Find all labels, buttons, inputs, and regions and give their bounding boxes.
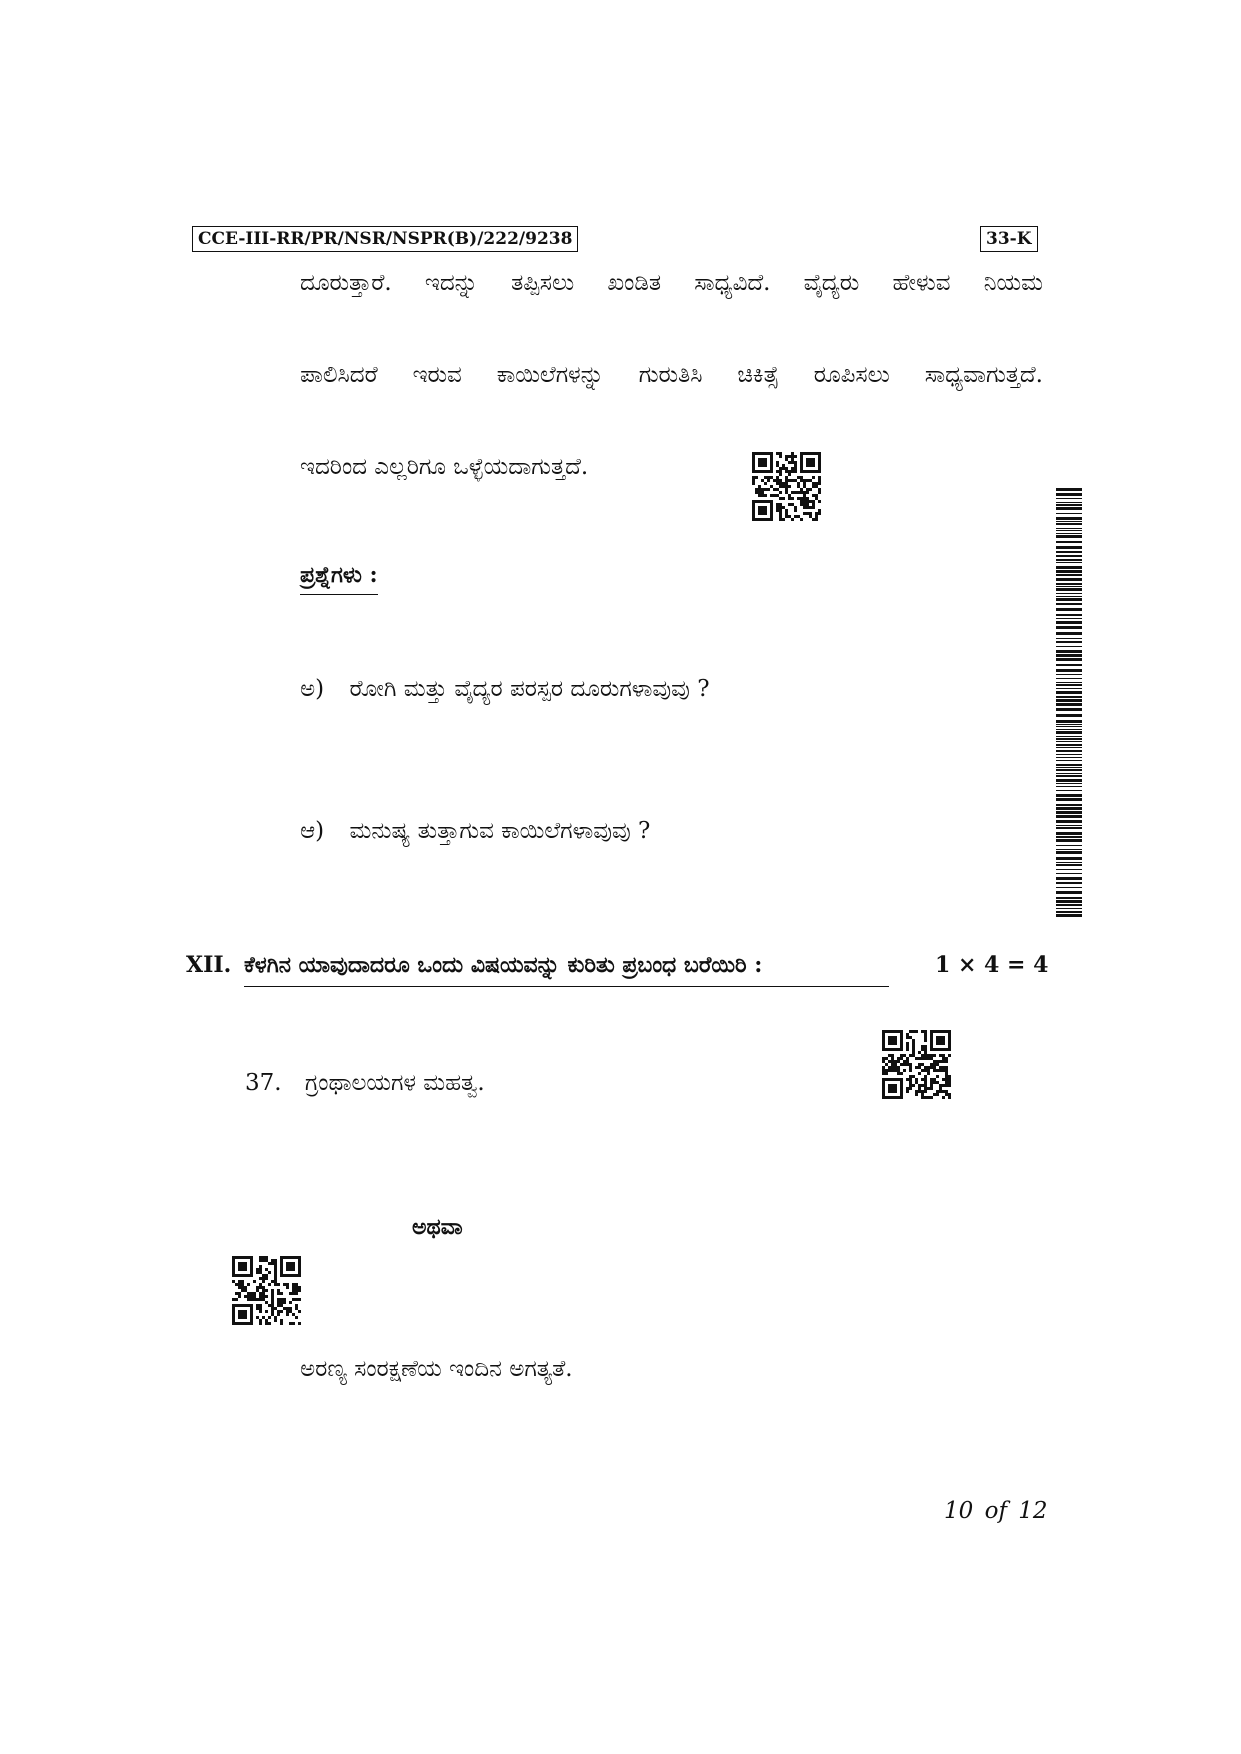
section-number: XII.	[186, 952, 232, 978]
page-number	[944, 1498, 1048, 1524]
page-total: 12	[1018, 1498, 1048, 1524]
essay-topic-1: ಗ್ರಂಥಾಲಯಗಳ ಮಹತ್ವ.	[304, 1070, 485, 1096]
qr-code-icon	[232, 1256, 301, 1325]
question-item	[300, 816, 650, 846]
question-marker: ಆ)	[300, 818, 325, 844]
passage-line-2: ಪಾಲಿಸಿದರೆ ಇರುವ ಕಾಯಿಲೆಗಳನ್ನು ಗುರುತಿಸಿ ಚಿಕಿತ್ಸೆ ರೂಪಿಸಲು ಸಾಧ್ಯವಾಗುತ್ತದೆ.	[300, 362, 1043, 388]
page-of: of	[984, 1498, 1007, 1524]
or-label: ಅಥವಾ	[412, 1214, 463, 1240]
question-item	[300, 674, 710, 704]
question-text: ರೋಗಿ ಮತ್ತು ವೈದ್ಯರ ಪರಸ್ಪರ ದೂರುಗಳಾವುವು ?	[349, 676, 710, 702]
paper-code: CCE-III-RR/PR/NSR/NSPR(B)/222/9238	[192, 226, 578, 252]
qr-code-icon	[882, 1030, 951, 1099]
questions-heading: ಪ್ರಶ್ನೆಗಳು :	[300, 562, 378, 595]
section-marks: 1 × 4 = 4	[935, 952, 1049, 978]
page-current: 10	[944, 1498, 974, 1524]
barcode-icon	[1056, 488, 1082, 920]
question-marker: ಅ)	[300, 676, 325, 702]
essay-topic-2: ಅರಣ್ಯ ಸಂರಕ್ಷಣೆಯ ಇಂದಿನ ಅಗತ್ಯತೆ.	[300, 1356, 573, 1382]
passage-line-1: ದೂರುತ್ತಾರೆ. ಇದನ್ನು ತಪ್ಪಿಸಲು ಖಂಡಿತ ಸಾಧ್ಯವಿದೆ. ವೈದ್ಯರು ಹೇಳುವ ನಿಯಮ	[300, 270, 1043, 296]
passage-line-3: ಇದರಿಂದ ಎಲ್ಲರಿಗೂ ಒಳ್ಳೆಯದಾಗುತ್ತದೆ.	[300, 454, 589, 480]
section-title: ಕೆಳಗಿನ ಯಾವುದಾದರೂ ಒಂದು ವಿಷಯವನ್ನು ಕುರಿತು ಪ್ರಬಂಧ ಬರೆಯಿರಿ :	[244, 952, 889, 987]
qr-code-icon	[752, 452, 821, 521]
essay-item	[245, 1068, 485, 1098]
essay-number: 37.	[245, 1070, 282, 1096]
version-code: 33-K	[980, 226, 1038, 252]
question-text: ಮನುಷ್ಯ ತುತ್ತಾಗುವ ಕಾಯಿಲೆಗಳಾವುವು ?	[349, 818, 651, 844]
